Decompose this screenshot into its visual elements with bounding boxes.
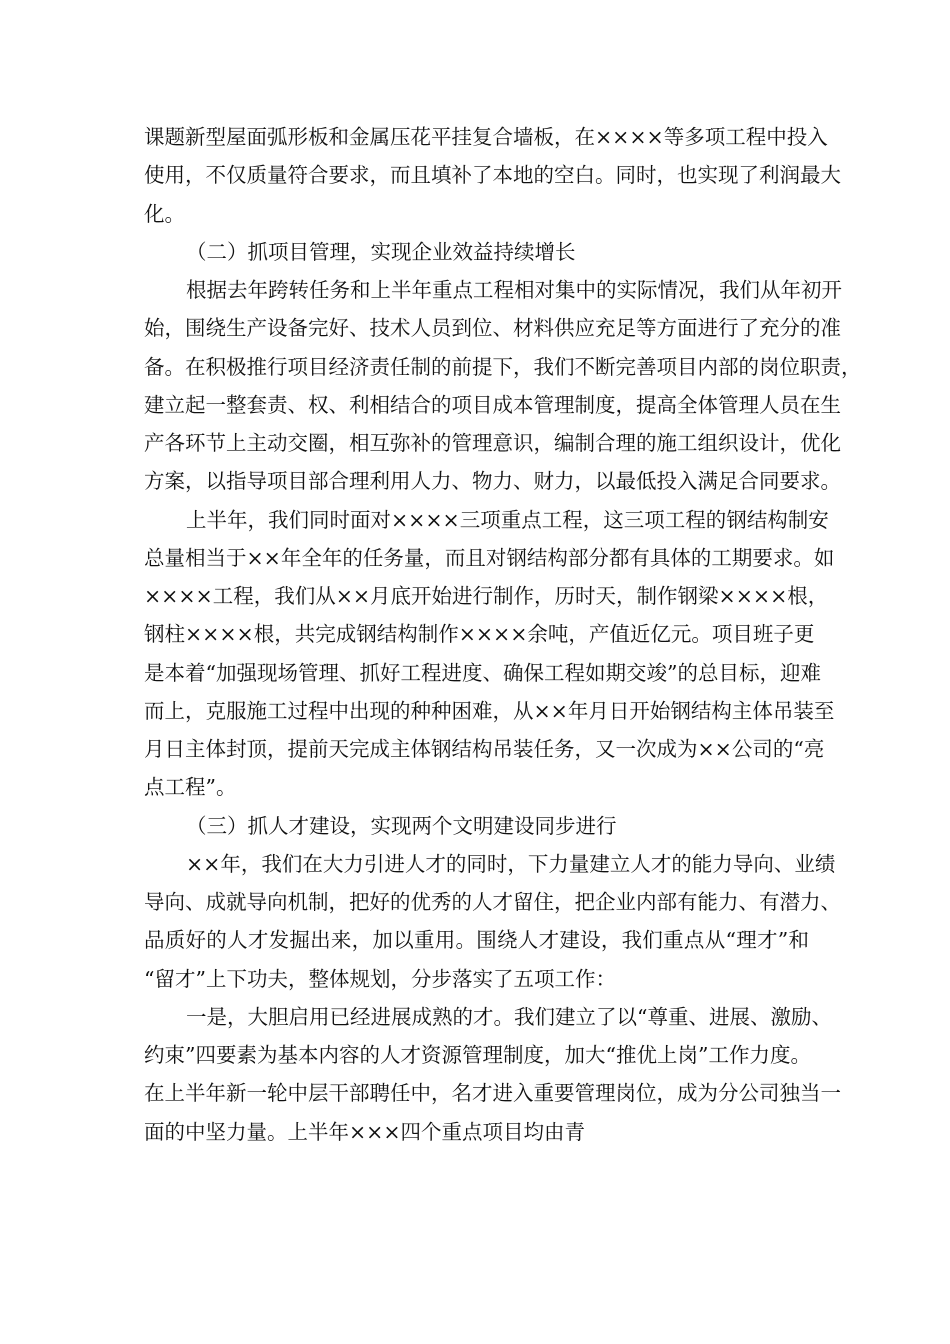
- body-text-line: 根据去年跨转任务和上半年重点工程相对集中的实际情况，我们从年初开: [186, 278, 842, 302]
- body-text-line: 面的中坚力量。上半年×××四个重点项目均由青: [144, 1119, 586, 1144]
- body-text-line: 而上，克服施工过程中出现的种种困难，从××年月日开始钢结构主体吊装至: [144, 698, 835, 723]
- body-text-line: 品质好的人才发掘出来，加以重用。围绕人才建设，我们重点从“理才”和: [144, 928, 809, 953]
- body-text-line: 始，围绕生产设备完好、技术人员到位、材料供应充足等方面进行了充分的准: [144, 316, 841, 341]
- body-text-line: 使用，不仅质量符合要求，而且填补了本地的空白。同时，也实现了利润最大: [144, 163, 841, 188]
- body-text-line: 约束”四要素为基本内容的人才资源管理制度，加大“推优上岗”工作力度。: [144, 1043, 811, 1067]
- section-heading-3: （三）抓人才建设，实现两个文明建设同步进行: [186, 813, 617, 838]
- body-text-line: 化。: [144, 201, 185, 226]
- body-text-line: 一是，大胆启用已经进展成熟的才。我们建立了以“尊重、进展、激励、: [186, 1004, 832, 1029]
- body-text-line: 方案，以指导项目部合理利用人力、物力、财力，以最低投入满足合同要求。: [144, 469, 841, 494]
- section-heading-2: （二）抓项目管理，实现企业效益持续增长: [186, 239, 576, 264]
- body-text-line: 总量相当于××年全年的任务量，而且对钢结构部分都有具体的工期要求。如: [144, 545, 835, 570]
- body-text-line: 钢柱××××根，共完成钢结构制作××××余吨，产值近亿元。项目班子更: [144, 622, 815, 647]
- body-text-line: 是本着“加强现场管理、抓好工程进度、确保工程如期交竣”的总目标，迎难: [144, 660, 821, 685]
- body-text-line: “留才”上下功夫，整体规划，分步落实了五项工作：: [144, 966, 616, 991]
- body-text-line: 导向、成就导向机制，把好的优秀的人才留住，把企业内部有能力、有潜力、: [144, 890, 841, 914]
- body-text-line: 备。在积极推行项目经济责任制的前提下，我们不断完善项目内部的岗位职责，: [144, 354, 862, 379]
- body-text-line: 产各环节上主动交圈，相互弥补的管理意识，编制合理的施工组织设计，优化: [144, 431, 841, 455]
- body-text-line: 课题新型屋面弧形板和金属压花平挂复合墙板，在××××等多项工程中投入: [144, 125, 828, 149]
- body-text-line: 上半年，我们同时面对××××三项重点工程，这三项工程的钢结构制安: [186, 507, 829, 532]
- body-text-line: 月日主体封顶，提前天完成主体钢结构吊装任务，又一次成为××公司的“亮: [144, 737, 825, 761]
- body-text-line: ××××工程，我们从××月底开始进行制作，历时天，制作钢梁××××根，: [144, 584, 829, 608]
- body-text-line: 在上半年新一轮中层干部聘任中，名才进入重要管理岗位，成为分公司独当一: [144, 1081, 841, 1106]
- body-text-line: 点工程”。: [144, 775, 237, 800]
- body-text-line: ××年，我们在大力引进人才的同时，下力量建立人才的能力导向、业绩: [186, 851, 836, 876]
- document-body: [144, 118, 862, 1151]
- body-text-line: 建立起一整套责、权、利相结合的项目成本管理制度，提高全体管理人员在生: [144, 392, 841, 417]
